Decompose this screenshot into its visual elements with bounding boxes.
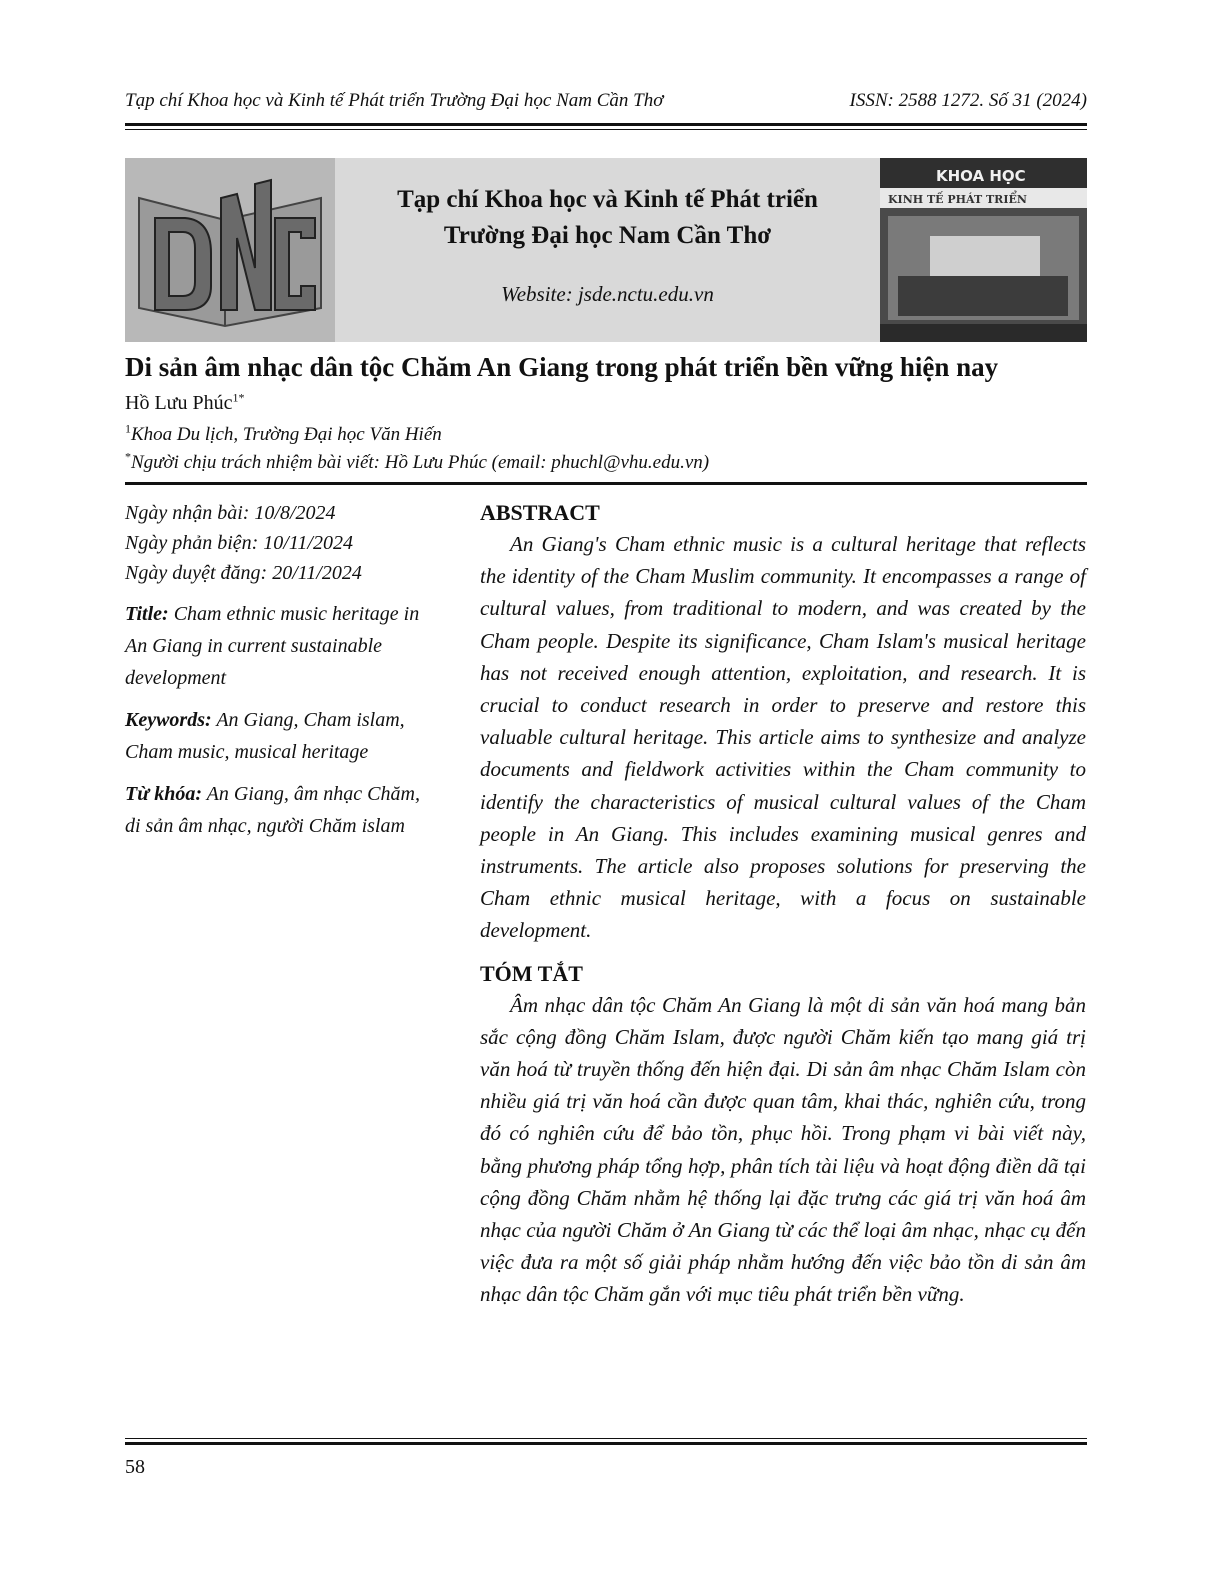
abstract-text: An Giang's Cham ethnic music is a cultural heritage that reflects the identity of the Cham Muslim community. It encompasses a range of cultural values, from traditional to modern, and was created by the Cham people. Despite its significance, Cham Islam's musical heritage has not received enough attention, exploitation, and research. It is crucial to conduct research in order to preserve and restore this valuable cultural heritage. This article aims to synthesize and analyze documents and fieldwork activities within the Cham community to identify the characteristics of musical cultural values of the Cham people in An Giang. This includes examining musical genres and instruments. The article also proposes solutions for preserving the Cham ethnic musical heritage, with a focus on sustainable development. bbox=[480, 532, 1086, 943]
running-header bbox=[125, 90, 1087, 120]
header-rule bbox=[125, 123, 1087, 126]
banner-journal-line2: Trường Đại học Nam Cần Thơ bbox=[443, 222, 772, 249]
keywords-label: Keywords: bbox=[125, 709, 212, 731]
author-superscript: 1* bbox=[232, 390, 245, 405]
cover-title-2: KINH TẾ PHÁT TRIỂN bbox=[888, 193, 1027, 206]
journal-cover-image bbox=[880, 158, 1087, 342]
tukhoa-value: An Giang, âm nhạc Chăm, di sản âm nhạc, người Chăm islam bbox=[125, 783, 420, 837]
affiliation-superscript: 1 bbox=[125, 421, 131, 436]
header-rule-thin bbox=[125, 129, 1087, 130]
correspondence-text: Người chịu trách nhiệm bài viết: Hồ Lưu Phúc (email: phuchl@vhu.edu.vn) bbox=[131, 452, 710, 473]
reviewed-date: Ngày phản biện: 10/11/2024 bbox=[125, 532, 353, 554]
abstract-heading: ABSTRACT bbox=[480, 500, 600, 525]
keywords-value: An Giang, Cham islam, Cham music, musical heritage bbox=[125, 709, 405, 763]
english-title: Cham ethnic music heritage in An Giang in current sustainable development bbox=[125, 603, 420, 689]
affiliation-text: Khoa Du lịch, Trường Đại học Văn Hiến bbox=[131, 424, 442, 445]
tomtat-text: Âm nhạc dân tộc Chăm An Giang là một di sản văn hoá mang bản sắc cộng đồng Chăm Islam, được người Chăm kiến tạo mang giá trị văn hoá từ truyền thống đến hiện đại. Di sản âm nhạc Chăm Islam còn nhiều giá trị văn hoá cần được quan tâm, khai thác, nghiên cứu, trong đó có nghiên cứu để bảo tồn, phục hồi. Trong phạm vi bài viết này, bằng phương pháp tổng hợp, phân tích tài liệu và hoạt động điền dã tại cộng đồng Chăm nhằm hệ thống lại đặc trưng các giá trị văn hoá âm nhạc của người Chăm ở An Giang từ các thể loại âm nhạc, nhạc cụ đến việc đưa ra một số giải pháp nhằm hướng đến việc bảo tồn di sản âm nhạc dân tộc Chăm gắn với mục tiêu phát triển bền vững. bbox=[480, 992, 1086, 1307]
keywords-block bbox=[125, 704, 425, 768]
tukhoa-label: Từ khóa: bbox=[125, 783, 202, 805]
cover-photo-icon bbox=[880, 158, 1087, 342]
received-date: Ngày nhận bài: 10/8/2024 bbox=[125, 502, 336, 524]
logo-text: DNC bbox=[230, 148, 233, 149]
article-metadata bbox=[125, 498, 425, 842]
article-title: Di sản âm nhạc dân tộc Chăm An Giang trong phát triển bền vững hiện nay bbox=[125, 352, 999, 382]
issn-info: ISSN: 2588 1272. Số 31 (2024) bbox=[849, 90, 1087, 111]
journal-logo bbox=[125, 148, 335, 342]
author-name: Hồ Lưu Phúc bbox=[125, 392, 233, 414]
dnc-logo-icon bbox=[125, 148, 335, 342]
author-line bbox=[125, 392, 245, 415]
banner-text bbox=[335, 158, 880, 342]
accepted-date: Ngày duyệt đăng: 20/11/2024 bbox=[125, 562, 362, 584]
cover-title-1: KHOA HỌC bbox=[936, 167, 1026, 185]
tukhoa-block bbox=[125, 778, 425, 842]
title-rule bbox=[125, 482, 1087, 485]
tomtat-heading: TÓM TẮT bbox=[480, 960, 583, 986]
running-journal-title: Tạp chí Khoa học và Kinh tế Phát triển Trường Đại học Nam Cần Thơ bbox=[125, 90, 664, 111]
title-label: Title: bbox=[125, 603, 169, 625]
journal-website: Website: jsde.nctu.edu.vn bbox=[501, 282, 714, 306]
page-number: 58 bbox=[125, 1456, 145, 1478]
correspondence-line bbox=[125, 449, 710, 474]
banner-journal-line1: Tạp chí Khoa học và Kinh tế Phát triển bbox=[397, 186, 818, 213]
correspondence-superscript: * bbox=[125, 449, 131, 464]
abstract-column bbox=[480, 498, 1086, 1311]
footer-rule bbox=[125, 1442, 1087, 1445]
journal-banner bbox=[125, 148, 1087, 342]
footer-rule-thin bbox=[125, 1438, 1087, 1439]
english-title-block bbox=[125, 598, 425, 694]
affiliation-line bbox=[125, 421, 442, 446]
